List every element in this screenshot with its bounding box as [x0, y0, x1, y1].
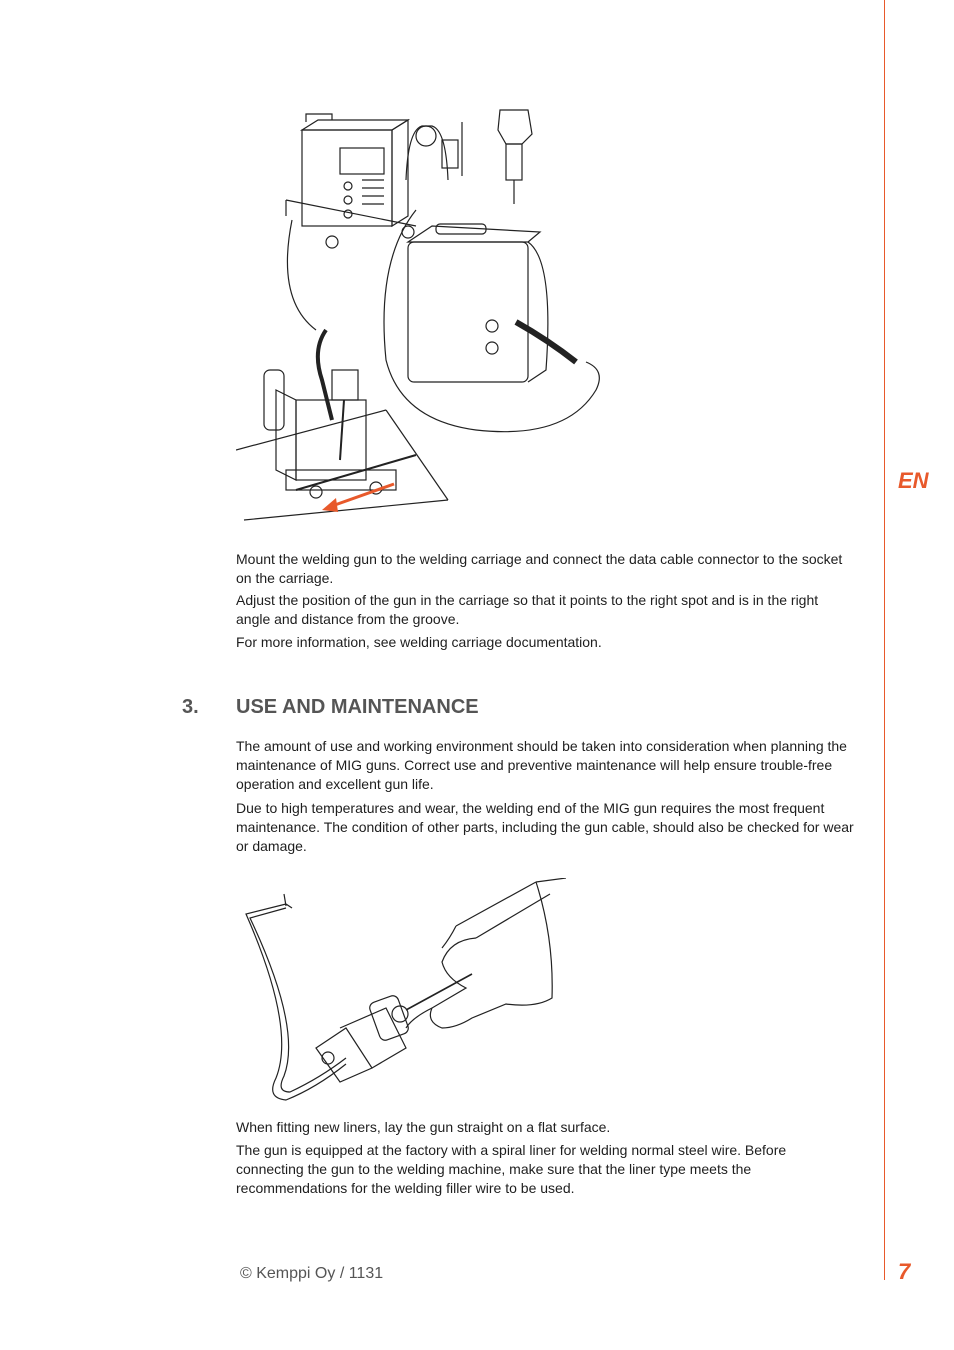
intro-paragraph-1: Mount the welding gun to the welding carriage and connect the data cable connector to the socket on the carriage. — [236, 551, 843, 586]
welding-carriage-illustration — [236, 100, 656, 525]
section-number: 3. — [182, 696, 199, 718]
side-rule — [884, 0, 885, 1280]
section-paragraph-2: Due to high temperatures and wear, the welding end of the MIG gun requires the most frequent maintenance. The condition of other parts, including the gun cable, should also be checked for wear or damage. — [236, 800, 854, 854]
page-number: 7 — [898, 1259, 911, 1284]
liner-fitting-illustration — [236, 878, 566, 1103]
liner-paragraph-2: The gun is equipped at the factory with a spiral liner for welding normal steel wire. Before connecting the gun to the welding machine, make sure that the liner type meets the recommendations for the welding filler wire to be used. — [236, 1142, 787, 1196]
liner-paragraph-1: When fitting new liners, lay the gun straight on a flat surface. — [236, 1119, 611, 1135]
section-paragraph-1: The amount of use and working environment should be taken into consideration when planning the maintenance of MIG guns. Correct use and preventive maintenance will help ensure trouble-free operation and excellent gun life. — [236, 738, 847, 792]
footer-copyright: © Kemppi Oy / 1131 — [240, 1265, 384, 1282]
travel-direction-arrow — [332, 484, 394, 506]
intro-paragraph-2: Adjust the position of the gun in the carriage so that it points to the right spot and is in the right angle and distance from the groove. — [236, 592, 819, 627]
section-title: USE AND MAINTENANCE — [236, 696, 479, 718]
intro-paragraph-3: For more information, see welding carriage documentation. — [236, 634, 602, 650]
language-tag: EN — [898, 468, 929, 493]
